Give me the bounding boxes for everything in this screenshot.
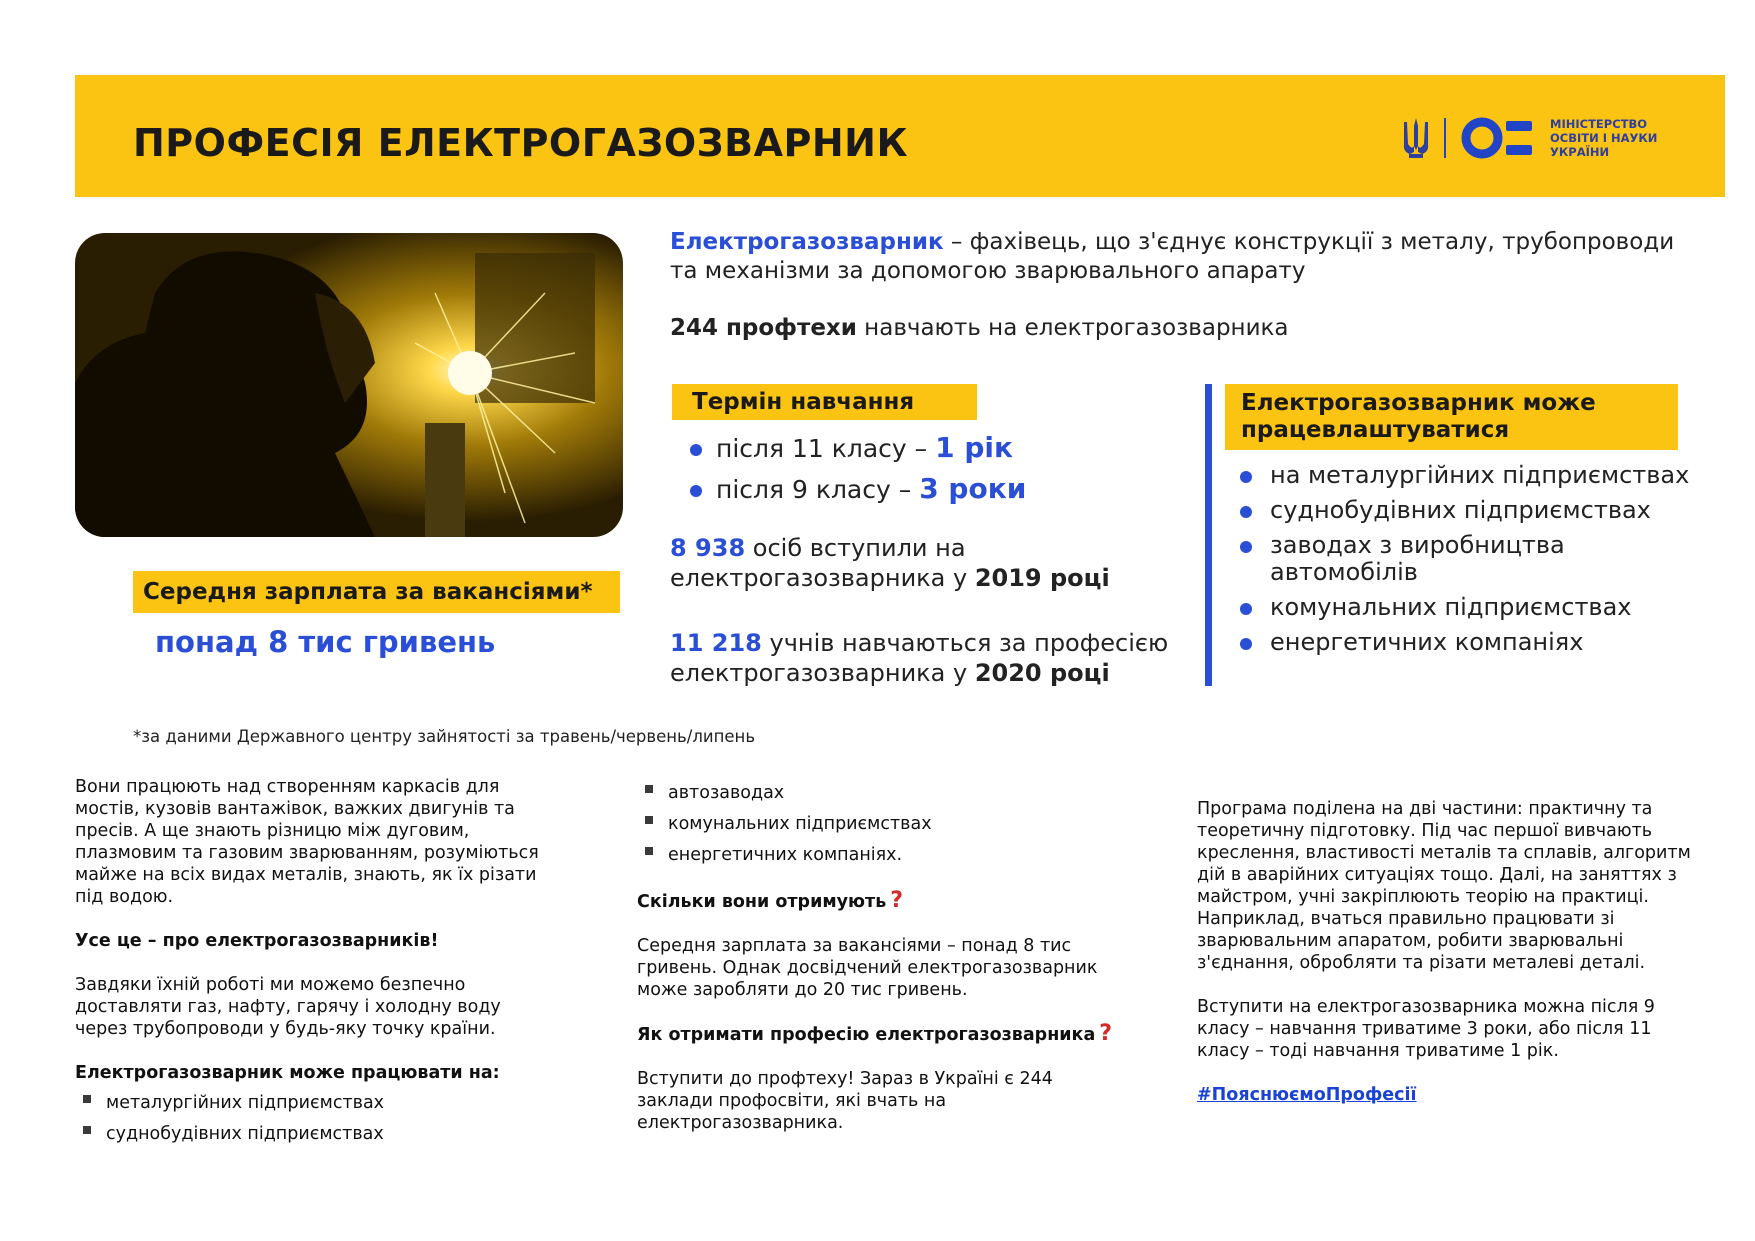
page-title: ПРОФЕСІЯ ЕЛЕКТРОГАЗОЗВАРНИК [133, 121, 909, 165]
list-item: автозаводах [637, 782, 1117, 804]
term-list [690, 428, 1026, 510]
paragraph: Завдяки їхній роботі ми можемо безпечно доставляти газ, нафту, гарячу і холодну воду через трубопроводи у будь-яку точку країни. [75, 975, 501, 1039]
stat-students-2020: 11 218 учнів навчаються за професією електрогазозварника у 2020 році [670, 629, 1169, 687]
definition-text: – фахівець, що з'єднує конструкції з металу, трубопроводи та механізми за допомогою зварювального апарату [670, 229, 1675, 284]
text-column-1 [75, 776, 555, 1154]
term-item: після 11 класу – 1 рік [690, 428, 1026, 469]
schools-count [670, 315, 1289, 341]
schools-text: навчають на електрогазозварника [856, 315, 1289, 341]
question-heading: Скільки вони отримують ? [637, 888, 904, 913]
paragraph: Вони працюють над створенням каркасів для мостів, кузовів вантажівок, важких двигунів та пресів. А ще знають різницю між дуговим, плазмовим та газовим зварюванням, розуміються майже на всіх видах металів, знають, як їх різати під водою. [75, 777, 539, 907]
ministry-name: МІНІСТЕРСТВО ОСВІТИ І НАУКИ УКРАЇНИ [1550, 117, 1658, 159]
list-item: комунальних підприємствах [637, 813, 1117, 835]
bullet-icon [690, 485, 702, 497]
hashtag-link[interactable]: #ПояснюємоПрофесії [1197, 1085, 1417, 1105]
list-item: енергетичних компаніях [1240, 629, 1710, 656]
paragraph: Вступити на електрогазозварника можна після 9 класу – навчання триватиме 3 роки, або після 11 класу – тоді навчання триватиме 1 рік. [1197, 997, 1655, 1061]
question-mark-icon: ? [1099, 1021, 1113, 1046]
trident-icon [1400, 116, 1432, 160]
text-column-2 [637, 782, 1117, 1156]
profession-term: Електрогазозварник [670, 229, 944, 255]
paragraph: Програма поділена на дві частини: практичну та теоретичну підготовку. Під час першої вивчають креслення, властивості металів та сплавів, алгоритм дій в аварійних ситуаціях тощо. Далі, на заняттях з майстром, учні закріплюють теорію на практиці. Наприклад, вчаться правильно працювати зі зварювальним апаратом, робити зварювальні з'єднання, обробляти та різати металеві деталі. [1197, 799, 1691, 973]
list-item: суднобудівних підприємствах [75, 1123, 555, 1145]
bullet-icon [690, 444, 702, 456]
term-heading: Термін навчання [672, 384, 977, 420]
salary-value: понад 8 тис гривень [155, 625, 496, 659]
stat-admissions-2019: 8 938 осіб вступили на електрогазозварника у 2019 році [670, 534, 1110, 592]
list-item: на металургійних підприємствах [1240, 462, 1710, 489]
oe-logo-icon [1460, 116, 1540, 160]
profession-definition [670, 228, 1680, 286]
paragraph: Вступити до профтеху! Зараз в Україні є 244 заклади профосвіти, які вчать на електрогазозварника. [637, 1069, 1053, 1133]
logo-divider [1444, 118, 1446, 158]
question-mark-icon: ? [890, 888, 904, 913]
list-item: енергетичних компаніях. [637, 844, 1117, 866]
schools-number: 244 профтехи [670, 315, 857, 341]
employment-heading: Електрогазозварник може працевлаштуватися [1225, 384, 1678, 450]
text-column-3 [1197, 798, 1697, 1128]
salary-footnote: *за даними Державного центру зайнятості за травень/червень/липень [133, 727, 756, 746]
bold-statement: Усе це – про електрогазозварників! [75, 931, 439, 951]
question-heading: Як отримати професію електрогазозварника ? [637, 1021, 1113, 1046]
list-item: металургійних підприємствах [75, 1092, 555, 1114]
paragraph: Середня зарплата за вакансіями – понад 8 тис гривень. Однак досвідчений електрогазозварник може заробляти до 20 тис гривень. [637, 936, 1098, 1000]
welder-photo [75, 233, 623, 537]
work-places-list [75, 1092, 555, 1145]
employment-list [1240, 462, 1710, 664]
work-places-list-cont [637, 782, 1117, 866]
term-item: після 9 класу – 3 роки [690, 469, 1026, 510]
ministry-logo [1400, 113, 1700, 163]
salary-heading: Середня зарплата за вакансіями* [133, 571, 620, 613]
list-item: суднобудівних підприємствах [1240, 497, 1710, 524]
work-places-heading: Електрогазозварник може працювати на: [75, 1063, 500, 1083]
list-item: комунальних підприємствах [1240, 594, 1710, 621]
list-item: заводах з виробництва автомобілів [1240, 532, 1710, 586]
divider-line [1205, 384, 1212, 686]
